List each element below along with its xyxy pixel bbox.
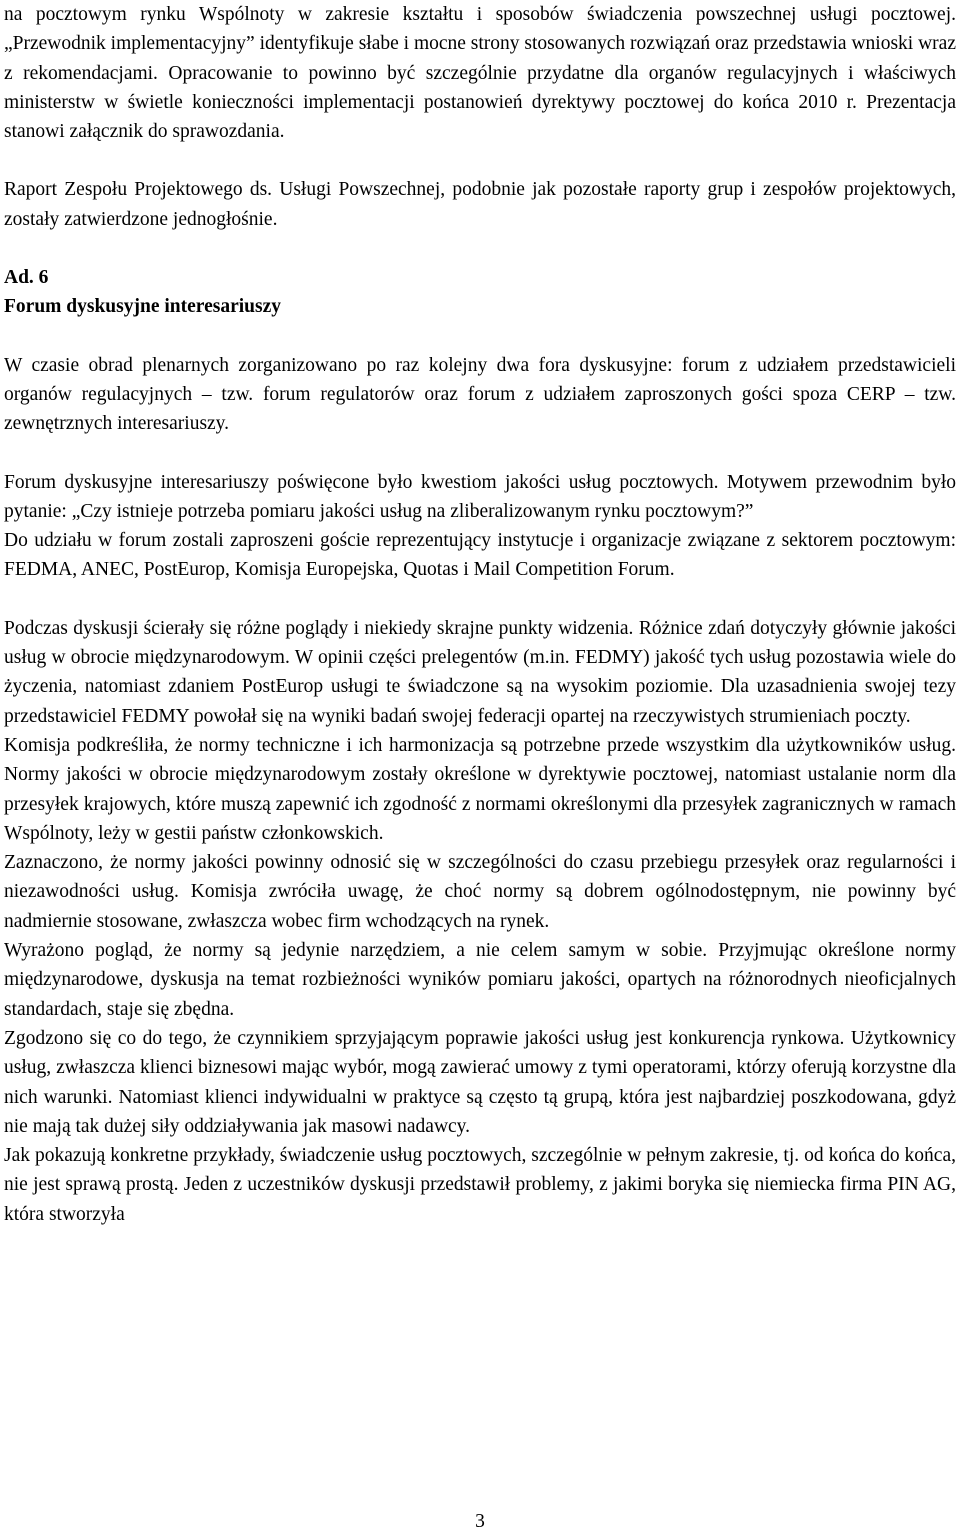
paragraph-gap (4, 585, 956, 614)
paragraph-gap (4, 439, 956, 468)
paragraph-intro: na pocztowym rynku Wspólnoty w zakresie kształtu i sposobów świadczenia powszechnej usługi pocztowej. „Przewodnik implementacyjny” identyfikuje słabe i mocne strony stosowanych rozwiązań oraz przedstawia wnioski wraz z rekomendacjami. Opracowanie to powinno być szczególnie przydatne dla organów regulacyjnych i właściwych ministerstw w świetle konieczności implementacji postanowień dyrektywy pocztowej do końca 2010 r. Prezentacja stanowi załącznik do sprawozdania. (4, 4, 956, 143)
section-heading (4, 263, 956, 322)
paragraph-discussion: Podczas dyskusji ścierały się różne poglądy i niekiedy skrajne punkty widzenia. Różnice zdań dotyczyły głównie jakości usług w obrocie międzynarodowym. W opinii części prelegentów (m.in. FEDMY) jakość tych usług pozostawia wiele do życzenia, natomiast zdaniem PostEurop usługi te świadczone są na wysokim poziomie. Dla uzasadnienia swojej tezy przedstawiciel FEDMY powołał się na wyniki badań swojej federacji opartej na rzeczywistych strumieniach poczty. (4, 617, 956, 727)
paragraph-forums-overview: W czasie obrad plenarnych zorganizowano po raz kolejny dwa fora dyskusyjne: forum z udziałem przedstawicieli organów regulacyjnych – tzw. forum regulatorów oraz forum z udziałem zaproszonych gości spoza CERP – tzw. zewnętrznych interesariuszy. (4, 354, 956, 435)
paragraph-quality-norms: Zaznaczono, że normy jakości powinny odnosić się w szczególności do czasu przebiegu przesyłek oraz regularności i niezawodności usług. Komisja zwróciła uwagę, że choć normy są dobrem ogólnodostępnym, nie powinny być nadmiernie stosowane, zwłaszcza wobec firm wchodzących na rynek. (4, 852, 956, 932)
paragraph-examples: Jak pokazują konkretne przykłady, świadczenie usług pocztowych, szczególnie w pełnym zakresie, tj. od końca do końca, nie jest sprawą prostą. Jeden z uczestników dyskusji przedstawił problemy, z jakimi boryka się niemiecka firma PIN AG, która stworzyła (4, 1145, 956, 1225)
paragraph-gap (4, 146, 956, 175)
paragraph-norms-tool: Wyrażono pogląd, że normy są jedynie narzędziem, a nie celem samym w sobie. Przyjmując określone normy międzynarodowe, dyskusja na temat rozbieżności wyników pomiaru jakości, opartych na różnorodnych nieoficjalnych standardach, staje się zbędna. (4, 940, 956, 1020)
paragraph-forum-guests: Do udziału w forum zostali zaproszeni goście reprezentujący instytucje i organizacje związane z sektorem pocztowym: FEDMA, ANEC, PostEurop, Komisja Europejska, Quotas i Mail Competition Forum. (4, 530, 956, 581)
paragraph-gap (4, 234, 956, 263)
paragraph-forum-topic: Forum dyskusyjne interesariuszy poświęcone było kwestiom jakości usług pocztowych. Motywem przewodnim było pytanie: „Czy istnieje potrzeba pomiaru jakości usług na zliberalizowanym rynku pocztowym?” (4, 471, 956, 522)
page-number: 3 (475, 1511, 485, 1532)
section-title: Forum dyskusyjne interesariuszy (4, 296, 281, 318)
paragraph-gap (4, 322, 956, 351)
section-label: Ad. 6 (4, 267, 49, 289)
document-page (4, 0, 956, 1229)
paragraph-report-approval: Raport Zespołu Projektowego ds. Usługi Powszechnej, podobnie jak pozostałe raporty grup i zespołów projektowych, zostały zatwierdzone jednogłośnie. (4, 179, 956, 230)
paragraph-commission: Komisja podkreśliła, że normy techniczne i ich harmonizacja są potrzebne przede wszystkim dla użytkowników usług. Normy jakości w obrocie międzynarodowym zostały określone w dyrektywie pocztowej, natomiast ustalanie norm dla przesyłek krajowych, które muszą zapewnić ich zgodność z normami określonymi dla przesyłek zagranicznych w ramach Wspólnoty, leży w gestii państw członkowskich. (4, 734, 956, 844)
paragraph-competition: Zgodzono się co do tego, że czynnikiem sprzyjającym poprawie jakości usług jest konkurencja rynkowa. Użytkownicy usług, zwłaszcza klienci biznesowi mając wybór, mogą zawierać umowy z tymi operatorami, którzy oferują korzystne dla nich warunki. Natomiast klienci indywidualni w praktyce są często tą grupą, która jest najbardziej poszkodowana, gdyż nie mają tak dużej siły oddziaływania jak masowi nadawcy. (4, 1027, 956, 1137)
